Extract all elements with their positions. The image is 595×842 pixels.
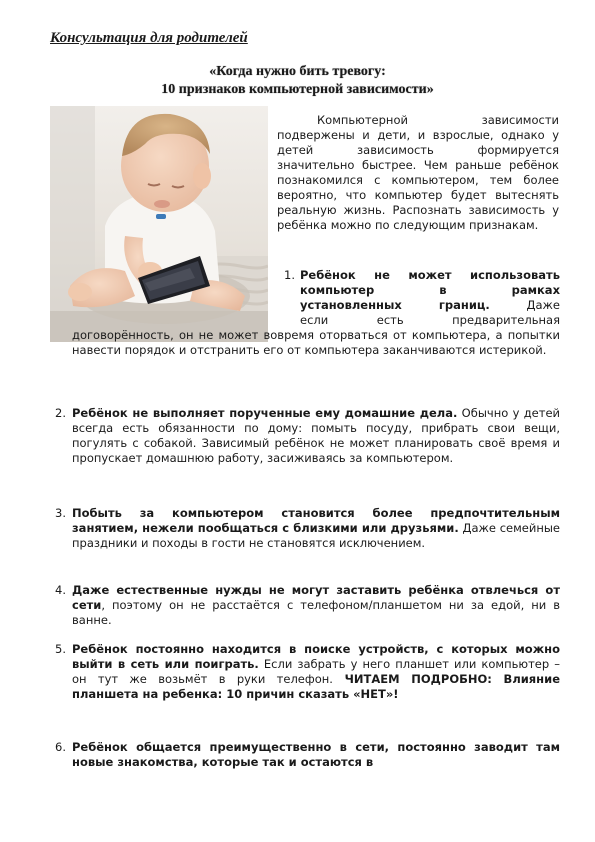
title-line-2: 10 признаков компьютерной зависимости» bbox=[161, 82, 434, 97]
item-text-line-4: если есть предварительная bbox=[300, 313, 560, 327]
item-bold: Ребёнок общается преимущественно в сети, постоянно заводит там новые знакомства, которые так и остаются в bbox=[72, 740, 560, 769]
item-body bbox=[72, 406, 560, 466]
item-text-rest: договорённость, он не может вовремя оторваться от компьютера, а попытки навести порядок и отстранить его от компьютера заканчиваются истерикой. bbox=[72, 328, 560, 357]
intro-text: Компьютерной зависимости подвержены и дети, и взрослые, однако у детей зависимость формируется значительно быстрее. Чем раньше ребёнок познакомился с компьютером, тем более вероятно, что компьютер будет вытеснять реальную жизнь. Распознать зависимость у ребёнка можно по следующим признакам. bbox=[277, 113, 559, 232]
item-text: Если забрать у него планшет или компьютер – он тут же возьмёт в руки телефон. bbox=[72, 657, 560, 686]
item-number: 4. bbox=[55, 583, 66, 597]
read-more-link-text: ЧИТАЕМ ПОДРОБНО: Влияние планшета на ребенка: 10 причин сказать «НЕТ»! bbox=[72, 672, 560, 701]
list-item bbox=[55, 406, 560, 466]
item-bold: Ребёнок не выполняет порученные ему домашние дела. bbox=[72, 406, 458, 420]
list-item bbox=[55, 740, 560, 770]
item-number: 5. bbox=[55, 642, 66, 656]
item-number: 1. bbox=[284, 268, 295, 282]
item-bold: Побыть за компьютером становится более предпочтительным занятием, нежели пообщаться с близкими или друзьями. bbox=[72, 506, 560, 535]
item-narrow-line bbox=[300, 313, 560, 328]
item-bold: Ребёнок постоянно находится в поиске устройств, с которых можно выйти в сеть или поиграть. bbox=[72, 642, 560, 671]
item-text: Обычно у детей всегда есть обязанности по дому: помыть посуду, прибрать свои вещи, погулять с собакой. Зависимый ребёнок не может планировать своё время и пропускает домашнюю работу, засиживаясь за компьютером. bbox=[72, 406, 560, 465]
item-text: Даже семейные праздники и походы в гости не становятся исключением. bbox=[72, 521, 560, 550]
consultation-heading: Консультация для родителей bbox=[50, 30, 248, 46]
list-item bbox=[55, 506, 560, 551]
item-text-line-3: Даже bbox=[489, 298, 560, 312]
list-item bbox=[55, 583, 560, 628]
item-number: 6. bbox=[55, 740, 66, 754]
item-body bbox=[72, 583, 560, 628]
item-bold-line-3: установленных границ. bbox=[300, 298, 490, 312]
item-narrow-line bbox=[300, 268, 560, 283]
item-body bbox=[72, 740, 560, 770]
item-bold-line-1: Ребёнок не может использовать bbox=[300, 268, 560, 282]
list-item bbox=[55, 642, 560, 702]
item-bold-line-2: компьютер в рамках bbox=[300, 283, 560, 297]
item-text: , поэтому он не расстаётся с телефоном/планшетом ни за едой, ни в ванне. bbox=[72, 598, 560, 627]
intro-paragraph bbox=[277, 113, 559, 233]
item-narrow-line bbox=[300, 283, 560, 298]
item-number: 3. bbox=[55, 506, 66, 520]
item-body bbox=[72, 506, 560, 551]
item-number: 2. bbox=[55, 406, 66, 420]
list-item bbox=[72, 268, 560, 358]
title-line-1: «Когда нужно бить тревогу: bbox=[209, 64, 386, 79]
item-body bbox=[72, 642, 560, 702]
item-bold: Даже естественные нужды не могут заставить ребёнка отвлечься от сети bbox=[72, 583, 560, 612]
item-narrow-line bbox=[300, 298, 560, 313]
